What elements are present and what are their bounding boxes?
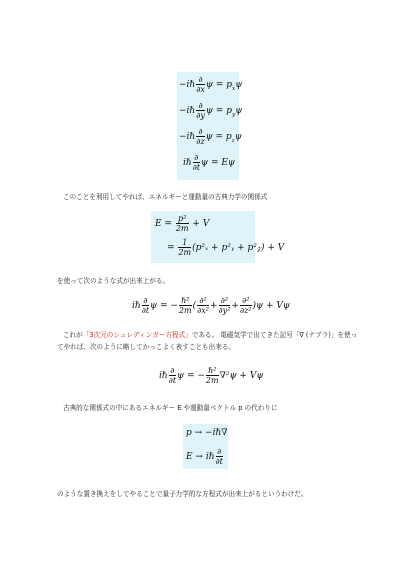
- equation-px: −iℏ $\frac{\partial}{\partial x}$ $\psi = p_x\psi$: [179, 75, 243, 94]
- equation-energy-line2: = $\frac{1}{2m}$ (p²ₓ + p²ᵧ + p²𝓏) + V: [167, 238, 285, 257]
- paragraph-2: を使って次のような式が出来上がる。: [57, 277, 170, 285]
- equation-energy: iℏ $\frac{\partial}{\partial t}$ ψ = Eψ: [183, 153, 235, 172]
- equation-schrodinger-3d: iℏ $\frac{\partial}{\partial t}$ ψ = − $\frac{\text{ℏ²}}{2m}$ ( $\frac{\text{∂²}}{\text{∂x²}}$ + $\frac{\text{∂²}}{\text{∂y²}}$ + $\frac{\text{∂²}}{\text{∂z²}}$ )ψ + Vψ: [132, 296, 290, 315]
- equation-energy-replacement: E → iℏ $\frac{\partial}{\partial t}$: [186, 447, 223, 466]
- paragraph-3: これが「3次元のシュレディンガー方程式」である。 電磁気学で出てきた記号「∇ (ナブラ)」を使っ: [63, 331, 358, 339]
- equation-energy-line1: E = $\frac{\text{p²}}{2m}$ + V: [155, 214, 210, 233]
- paragraph-5: 古典的な関係式の中にあるエネルギー E や運動量ベクトル p の代わりに: [63, 404, 278, 412]
- paragraph-1: このことを利用してやれば、エネルギーと運動量の古典力学の関係式: [63, 193, 268, 201]
- paragraph-4: てやれば、次のように略してかっこよく表すことも出来る。: [57, 343, 236, 351]
- equation-momentum-replacement: p → −iℏ∇: [186, 428, 228, 438]
- highlight-schrodinger-equation: 「3次元のシュレディンガー方程式」: [82, 331, 192, 339]
- equation-py: −iℏ $\frac{\partial}{\partial y}$ $\psi = p_y\psi$: [179, 101, 243, 120]
- paragraph-6: のような置き換えをしてやることで量子力学的な方程式が出来上がるというわけだ。: [57, 490, 308, 498]
- equation-pz: −iℏ $\frac{\partial}{\partial z}$ $\psi = p_z\psi$: [179, 127, 242, 146]
- equation-schrodinger-nabla: iℏ $\frac{\partial}{\partial t}$ ψ = − $\frac{\text{ℏ²}}{2m}$ ∇²ψ + Vψ: [159, 366, 264, 385]
